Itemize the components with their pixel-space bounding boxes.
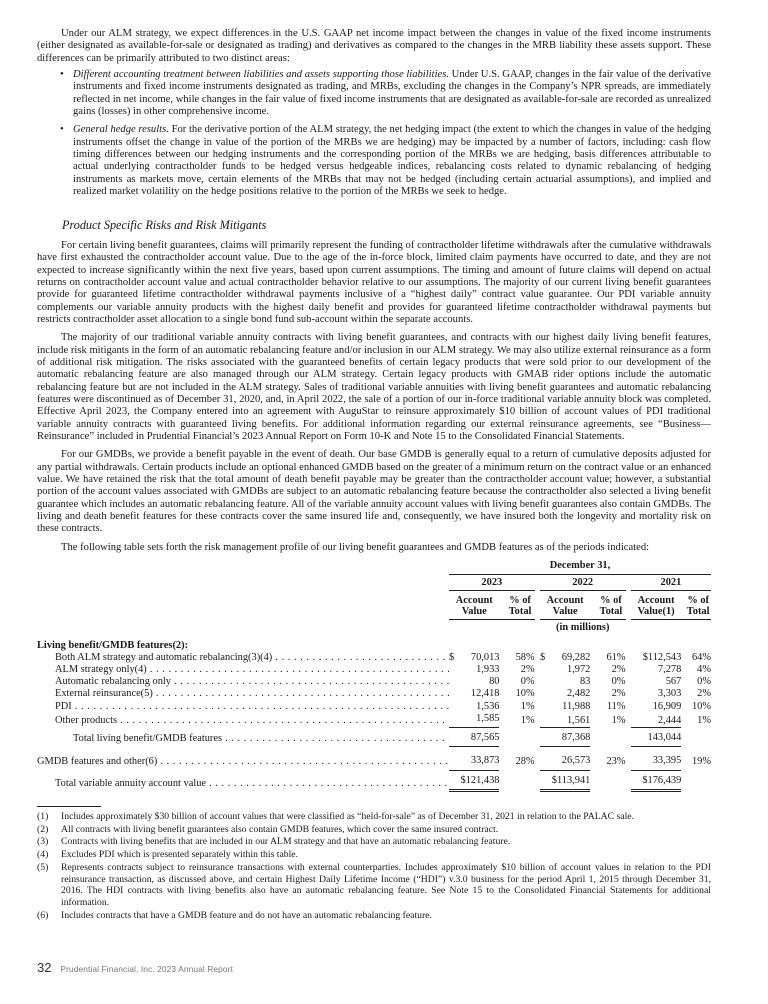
row-label: External reinsurance(5) . . . [37, 688, 449, 700]
subtotal-av-2023: 87,565 [449, 728, 499, 747]
subtotal-av-2021: 143,044 [631, 728, 681, 747]
gmdb-pct-2023: 28% [515, 755, 535, 767]
year-2022: 2022 [540, 575, 626, 591]
pct-2023: 10% [515, 688, 535, 700]
av-2021: $112,543 [642, 651, 682, 663]
footnote-2: (2) All contracts with living benefit guarantees also contain GMDB features, which cover the same insured contract. [37, 823, 499, 835]
bullet-dot-icon: • [60, 124, 64, 136]
av-2023: 12,418 [470, 688, 500, 700]
total-av-2021: $176,439 [631, 770, 681, 790]
av-2023: 1,933 [476, 664, 500, 676]
period-header-row [37, 560, 711, 575]
living-benefit-section-label: Living benefit/GMDB features(2): [37, 639, 189, 651]
pct-2022: 61% [606, 651, 626, 663]
col-account-value-2021: Account Value(1) [631, 591, 681, 620]
pct-2021: 4% [697, 664, 711, 676]
av-2021: 2,444 [657, 714, 682, 726]
bullet-dot-icon: • [60, 69, 64, 81]
risk-profile-table [37, 560, 711, 792]
row-label: Both ALM strategy and automatic rebalancing(3)(4) . . . [37, 652, 449, 664]
period-header: December 31, [449, 560, 711, 575]
table-intro-paragraph: The following table sets forth the risk management profile of our living benefit guarantees and GMDB features as of the periods indicated: [61, 541, 650, 553]
pct-2023: 1% [520, 715, 535, 727]
column-header-row [37, 591, 711, 620]
table-row [37, 676, 711, 688]
col-account-value-2023: Account Value [449, 591, 499, 620]
bullet-title: Different accounting treatment between liabilities and assets supporting those liabilities. [73, 69, 449, 81]
dollar-sign: $ [449, 651, 455, 663]
body-paragraph-gmdb: For our GMDBs, we provide a benefit payable in the event of death. Our base GMDB is generally equal to a return of cumulative deposits adjusted for any partial withdrawals. Certain products include an optional enhanced GMDB based on the greater of a minimum return on the contract value or an enhanced value. We have retained the risk that the total amount of death benefit payable may be greater than the contractholder account value; however, a substantial portion of the account values associated with GMDBs are subject to an automatic rebalancing feature because the contractholder also selected a living benefit guarantee which includes an automatic rebalancing feature. All of the variable annuity account values with living benefit guarantees also contain GMDBs. The living and death benefit features for these contracts cover the same insured life and, consequently, we have insured both the longevity and mortality risk on these contracts. [37, 449, 711, 535]
gmdb-av-2022: 26,573 [540, 751, 590, 770]
bullet-accounting-treatment [37, 69, 711, 118]
av-2022: 1,561 [566, 714, 591, 726]
table-row [37, 688, 711, 700]
av-2021: 3,303 [657, 688, 682, 700]
footnotes [37, 811, 711, 922]
col-pct-total-2023: % of Total [499, 591, 534, 620]
gmdb-label: GMDB features and other(6) . . . [37, 756, 449, 768]
intro-bullet-list [37, 69, 711, 198]
av-2021: 567 [665, 676, 682, 688]
subtotal-row [37, 728, 711, 747]
av-2022: 1,972 [566, 664, 591, 676]
av-2023: 1,585 [476, 712, 500, 724]
gmdb-pct-2022: 23% [606, 755, 626, 767]
bullet-text: For the derivative portion of the ALM strategy, the net hedging impact (the extent to which the changes in value of the hedging instruments offset the change in value of the portion of the MRBs we are hedging) may be impacted by a number of factors, including: cash flow timing differences between our hedging instruments and the corresponding portion of the MRBs we are hedging, basis differences attributable to actual underlying contractholder funds to be hedged versus hedgeable indices, rebalancing costs related to dynamic rebalancing of hedging instruments as markets move, certain elements of the MRBs that may not be hedged (including certain actuarial assumptions), and implied and realized market volatility on the hedge positions relative to the portion of the MRBs we seek to hedge. [73, 124, 711, 198]
footnote-6: (6) Includes contracts that have a GMDB feature and do not have an automatic rebalancing feature. [37, 910, 432, 922]
section-heading: Product Specific Risks and Risk Mitigants [62, 218, 267, 233]
units-label: (in millions) [556, 622, 610, 634]
av-2022: 11,988 [562, 700, 591, 712]
pct-2022: 11% [606, 700, 626, 712]
bullet-title: General hedge results. [73, 124, 169, 136]
pct-2022: 0% [611, 676, 626, 688]
subtotal-label: Total living benefit/GMDB features . . . [37, 733, 449, 745]
year-2023: 2023 [449, 575, 535, 591]
av-2021: 16,909 [652, 700, 682, 712]
gmdb-av-2023: 33,873 [449, 751, 499, 770]
table-row [37, 713, 711, 728]
av-2023: 1,536 [476, 700, 500, 712]
table-row [37, 701, 711, 713]
document-page [37, 28, 711, 923]
av-2023: 80 [489, 676, 500, 688]
page-number: 32 [37, 960, 52, 975]
pct-2021: 0% [697, 676, 711, 688]
dollar-sign: $ [539, 651, 546, 663]
bullet-general-hedge-results [37, 124, 711, 198]
body-paragraph-risk-mitigants: The majority of our traditional variable annuity contracts with living benefit guarantees, and contracts with our highest daily living benefit features, include risk mitigants in the form of an automatic rebalancing feature and/or inclusion in our ALM strategy. We may also utilize external reinsurance as a form of additional risk mitigation. The risks associated with the guaranteed benefits of certain legacy products that were sold prior to our development of the automatic rebalancing feature are also managed through our ALM strategy. Certain legacy products with GMAB rider options include the automatic rebalancing feature but are not included in the ALM strategy. Sales of traditional variable annuities with living benefit guarantees and automatic rebalancing features were discontinued as of December 31, 2020, and, in April 2022, the sale of a portion of our in-force traditional variable annuity block was completed. Effective April 2023, the Company entered into an agreement with AuguStar to reinsure approximately $10 billion of account values of PDI traditional variable annuity contracts with guaranteed living benefits. For additional information regarding our external reinsurance agreements, see “Business—Reinsurance” included in Prudential Financial’s 2023 Annual Report on Form 10-K and Note 15 to the Consolidated Financial Statements. [37, 332, 711, 442]
bullet-text: Under U.S. GAAP, changes in the fair value of the derivative instruments and fixed income instruments designated as trading, and MRBs, excluding the changes in the Company’s NPR spreads, are immediately reflected in net income, while changes in the fair value of fixed income instruments that are designated as available-for-sale are recorded as unrealized gains (losses) in other comprehensive income. [73, 69, 711, 118]
page-footer [37, 962, 233, 975]
av-2021: 7,278 [657, 664, 682, 676]
row-label: ALM strategy only(4) . . . [37, 664, 449, 676]
pct-2021: 10% [691, 700, 711, 712]
pct-2023: 1% [520, 700, 535, 712]
av-2023: 70,013 [470, 651, 500, 663]
footnote-4: (4) Excludes PDI which is presented separately within this table. [37, 849, 299, 861]
row-label: Automatic rebalancing only . . . [37, 676, 449, 688]
total-row [37, 770, 711, 790]
body-paragraph-living-benefit: For certain living benefit guarantees, claims will primarily represent the funding of contractholder lifetime withdrawals after the cumulative withdrawals have first exhausted the contractholder account value. Due to the age of the in-force block, limited claim payments have occurred to date, and they are not expected to increase significantly within the next five years, based upon current assumptions. The timing and amount of future claims will depend on actual returns on contractholder account value and actual contractholder behavior relative to our assumptions. The majority of our current living benefit guarantees provide for guaranteed lifetime contractholder withdrawal payments inclusive of a “highest daily” contract value guarantee. Our PDI variable annuity complements our variable annuity products with the highest daily benefit and provides for guaranteed lifetime contractholder withdrawal payments but restricts contractholder asset allocation to a single bond fund sub-account within the separate accounts. [37, 239, 711, 325]
units-row [37, 620, 711, 635]
av-2022: 83 [579, 676, 591, 688]
pct-2022: 2% [611, 688, 626, 700]
table-row [37, 652, 711, 664]
pct-2021: 1% [697, 715, 711, 727]
total-label: Total variable annuity account value . . . [37, 778, 449, 790]
footnote-divider [37, 806, 101, 807]
intro-paragraph: Under our ALM strategy, we expect differences in the U.S. GAAP net income impact between the changes in value of the fixed income instruments (either designated as available-for-sale or designated as trading) and derivatives as compared to the changes in the MRB liability these assets support. These differences can be primarily attributed to two distinct areas: [37, 28, 711, 64]
total-av-2022: $113,941 [540, 770, 590, 790]
document-title: Prudential Financial, Inc. 2023 Annual Report [60, 964, 233, 974]
pct-2022: 2% [611, 664, 626, 676]
year-2021: 2021 [631, 575, 711, 591]
gmdb-row [37, 751, 711, 770]
pct-2021: 2% [697, 688, 711, 700]
row-label: Other products . . . [37, 715, 449, 727]
col-pct-total-2022: % of Total [590, 591, 625, 620]
col-pct-total-2021: % of Total [681, 591, 711, 620]
pct-2023: 2% [520, 664, 535, 676]
col-account-value-2022: Account Value [540, 591, 590, 620]
footnote-5: (5) Represents contracts subject to reinsurance transactions with external counterparties. Includes approximately $10 billion of account values in relation to the PDI reinsurance transaction, as discussed above, and certain Highest Daily Lifetime Income (“HDI”) v.3.0 business for the period April 1, 2015 through December 31, 2016. The HDI contracts with living benefits also have an automatic rebalancing feature. See Note 15 to the Consolidated Financial Statements for additional information. [37, 861, 711, 909]
av-2022: 69,282 [561, 651, 591, 663]
year-header-row [37, 575, 711, 591]
subtotal-av-2022: 87,368 [540, 728, 590, 747]
footnote-1: (1) Includes approximately $30 billion of account values that were classified as “held-for-sale” as of December 31, 2021 in relation to the PALAC sale. [37, 810, 634, 822]
gmdb-pct-2021: 19% [691, 755, 711, 767]
pct-2023: 0% [520, 676, 535, 688]
total-av-2023: $121,438 [449, 770, 499, 790]
footnote-3: (3) Contracts with living benefits that are included in our ALM strategy and that have an automatic rebalancing feature. [37, 836, 511, 848]
pct-2021: 64% [691, 651, 711, 663]
pct-2023: 58% [515, 651, 535, 663]
risk-profile-table-wrapper [37, 560, 711, 792]
pct-2022: 1% [611, 715, 626, 727]
table-row [37, 664, 711, 676]
gmdb-av-2021: 33,395 [631, 751, 681, 770]
row-label: PDI . . . [37, 701, 449, 713]
section-label-row [37, 635, 711, 652]
av-2022: 2,482 [566, 688, 591, 700]
